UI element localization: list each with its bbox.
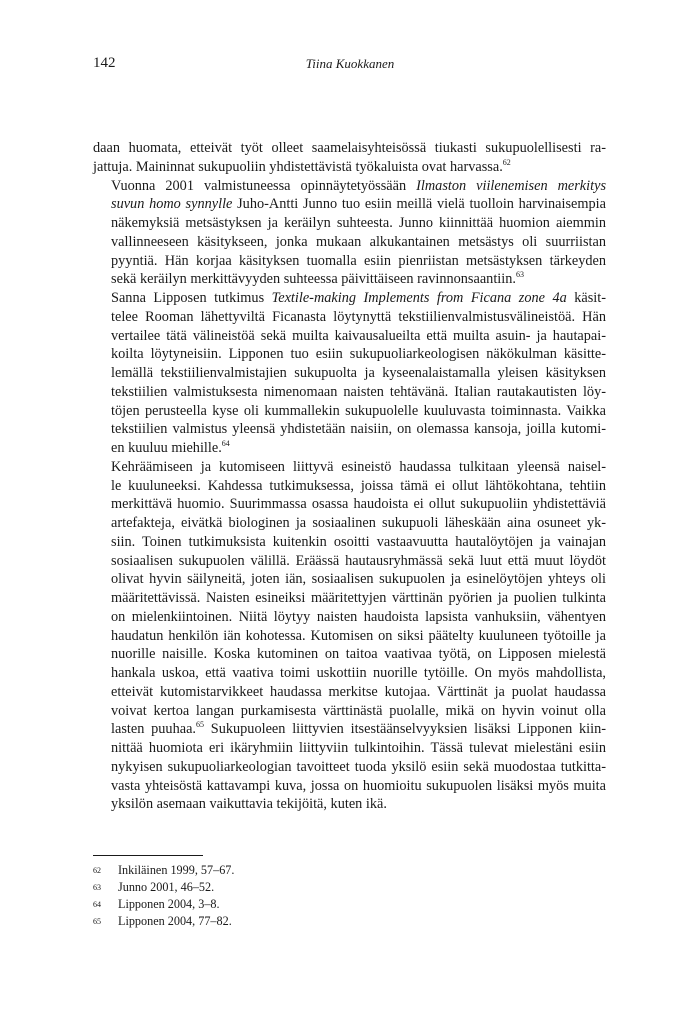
text-run: hankala uskoa, että vaativa toimi uskottiin nuorille tytöille. On myös mahdollista,: [111, 665, 606, 681]
text-line: [93, 720, 606, 739]
body-text: [93, 139, 606, 814]
text-run: Sanna Lipposen tutkimus: [111, 290, 272, 306]
text-run: vasta yhteisöstä kattavampi kuva, jossa on huomioitu sukupuolen lisäksi myös muita: [111, 777, 606, 794]
footnote-rule: [93, 855, 203, 856]
paragraph: [93, 177, 606, 290]
text-run: siin. Toinen tutkimuksista kuitenkin osoitti vastaavuutta hautalöytöjen ja vainajan: [111, 533, 606, 550]
text-line: [93, 252, 606, 271]
text-line: [93, 177, 606, 196]
footnote-text: Lipponen 2004, 77–82.: [118, 914, 232, 928]
text-line: [93, 195, 606, 214]
footnote-number: 64: [93, 900, 101, 909]
running-head: Tiina Kuokkanen: [305, 56, 395, 71]
text-run: nittää huomiota eri ikäryhmiin liittyviin tulkintoihin. Tässä tulevat mielestäni esiin: [111, 740, 606, 756]
footnote: [93, 862, 606, 879]
text-run: nykyisen sukupuoliarkeologian tavoitteet tuoda yksilö esiin sekä muodostaa tutkitta-: [111, 758, 606, 775]
footnote-reference: 63: [515, 270, 524, 280]
footnotes: [93, 862, 606, 930]
footnote-number: 62: [93, 866, 101, 875]
text-run: vertailee tätä välineistöä sekä muilta kaivausalueilta että muilta asuin- ja hautapai-: [111, 327, 606, 344]
text-line: [93, 589, 606, 608]
text-line: [93, 795, 606, 814]
page-number: 142: [93, 55, 116, 71]
text-line: [93, 345, 606, 364]
text-run: jattuja. Maininnat sukupuoliin yhdistettävistä työkaluista ovat harvassa.: [93, 158, 503, 175]
text-run: näkemyksiä metsästyksen ja keräilyn suhteesta. Junno kiinnittää huomion aiemmin: [111, 215, 606, 231]
footnote-text: Inkiläinen 1999, 57–67.: [118, 863, 235, 877]
footnote-reference: 64: [221, 439, 230, 449]
text-line: [93, 139, 606, 158]
text-line: [93, 327, 606, 346]
text-run: käsit-: [566, 290, 606, 306]
text-run: daan huomata, etteivät työt olleet saamelaisyhteisössä tiukasti sukupuolellisesti ra-: [93, 140, 606, 156]
text-run: telee Rooman lähettyviltä Ficanasta löytynyttä tekstiilienvalmistusvälineistöä. Hän: [111, 308, 606, 325]
italic-title: Textile-making Implements from Ficana zone 4a: [271, 290, 567, 306]
text-line: [93, 777, 606, 796]
text-line: [93, 683, 606, 702]
text-line: [93, 627, 606, 646]
footnote-text: Lipponen 2004, 3–8.: [118, 897, 220, 911]
paragraph: [93, 139, 606, 177]
text-run: voivat kertoa langan purkamisesta värttinästä puolalle, mikä on hyvin voinut olla: [111, 702, 606, 719]
text-line: [93, 514, 606, 533]
text-run: Vuonna 2001 valmistuneessa opinnäytetyössään: [111, 177, 417, 194]
footnote-number: 63: [93, 883, 101, 892]
footnote-number: 65: [93, 917, 101, 926]
footnote-reference: 62: [502, 157, 511, 167]
italic-title: Ilmaston viilenemisen merkitys: [416, 177, 607, 194]
paragraph: [93, 458, 606, 814]
text-line: [93, 758, 606, 777]
text-run: Sukupuoleen liittyvien itsestäänselvyyksien lisäksi Lipponen kiin-: [203, 721, 606, 738]
text-run: tekstiilien valmistuksesta nimenomaan naisten tehtävänä. Italian rautakautisten löy-: [111, 383, 606, 400]
text-line: [93, 214, 606, 233]
text-line: [93, 439, 606, 458]
text-line: [93, 233, 606, 252]
text-run: tekstiilien valmistus yleensä yhdistetään naisiin, on olemassa kansoja, joilla kutomi-: [111, 421, 606, 438]
text-line: [93, 477, 606, 496]
text-run: lemällä tekstiilienvalmistajien sukupuolta ja kyseenalaistamalla yleisen käsityksen: [111, 365, 606, 381]
text-line: [93, 495, 606, 514]
text-run: Kehräämiseen ja kutomiseen liittyvä esineistö haudassa tulkitaan yleensä naisel-: [111, 458, 606, 475]
text-run: vallinneeseen käsitykseen, jonka mukaan alkukantainen metsästys oli suurriistan: [111, 233, 606, 250]
footnote-text: Junno 2001, 46–52.: [118, 880, 215, 894]
text-run: olivat hyvin säilyneitä, joten iän, sosiaalisen sukupuolen ja esinelöytöjen yhteys oli: [111, 571, 606, 588]
text-line: [93, 458, 606, 477]
text-line: [93, 552, 606, 571]
text-line: [93, 739, 606, 758]
text-line: [93, 383, 606, 402]
text-run: sekä keräilyn merkittävyyden suhteessa päivittäiseen ravinnonsaantiin.: [111, 271, 516, 288]
text-run: haudatun henkilön iän kohotessa. Kutomisen on siksi päätelty kuuluneen työtoille ja: [111, 627, 606, 644]
text-run: koilta löytyneisiin. Lipponen tuo esiin sukupuoliarkeologisen näkökulman käsitte-: [111, 346, 606, 363]
text-line: [93, 289, 606, 308]
text-line: [93, 364, 606, 383]
footnote: [93, 879, 606, 896]
text-run: artefakteja, eivätkä biologinen ja sosiaalinen sukupuoli läheskään aina osuneet yk-: [111, 515, 606, 531]
text-run: lasten puuhaa.: [111, 721, 196, 738]
text-run: merkittävä huomio. Suurimmassa osassa haudoista ei ollut sukupuoliin yhdistettäviä: [111, 496, 606, 513]
text-run: yksilön asemaan vaikuttavia tekijöitä, kuten ikä.: [111, 796, 387, 813]
text-run: en kuuluu miehille.: [111, 440, 222, 456]
footnote-reference: 65: [195, 720, 204, 730]
text-line: [93, 158, 606, 177]
text-run: määritettävissä. Naisten esineiksi määritettyjen värttinän pyörien ja puolien tulkinta: [111, 590, 606, 606]
footnote: [93, 896, 606, 913]
text-line: [93, 308, 606, 327]
text-line: [93, 270, 606, 289]
text-line: [93, 645, 606, 664]
footnote: [93, 913, 606, 930]
text-run: le kuuluneeksi. Kahdessa tutkimuksessa, joissa tämä ei ollut lähtökohtana, tehtiin: [111, 477, 606, 494]
paragraph: [93, 289, 606, 458]
text-line: [93, 570, 606, 589]
text-run: on mielenkiintoinen. Niitä löytyy naisten haudoista lapsista vanhuksiin, vähentyen: [111, 608, 606, 625]
text-run: nuorille naisille. Koska kutominen on taitoa vaativaa työtä, on Lipposen mielestä: [111, 646, 606, 663]
text-line: [93, 702, 606, 721]
text-line: [93, 608, 606, 627]
text-line: [93, 533, 606, 552]
text-line: [93, 664, 606, 683]
text-run: töjen perusteella kyse oli kummallekin sukupuolelle kuuluvasta toiminnasta. Vaikka: [111, 402, 606, 419]
text-run: pyyntiä. Hän korjaa käsityksen tuomalla esiin pienriistan metsästyksen tärkeyden: [111, 252, 606, 269]
text-run: etteivät kutomistarvikkeet haudassa merkitse kutojaa. Värttinät ja puolat haudassa: [111, 683, 606, 700]
text-line: [93, 402, 606, 421]
text-run: Juho-Antti Junno tuo esiin meillä vielä tuolloin harvinaisempia: [232, 196, 606, 213]
text-line: [93, 420, 606, 439]
text-run: sosiaalisen sukupuolen välillä. Eräässä hautausryhmässä sekä luut että muut löydöt: [111, 552, 606, 569]
italic-title: suvun homo synnylle: [111, 196, 233, 213]
